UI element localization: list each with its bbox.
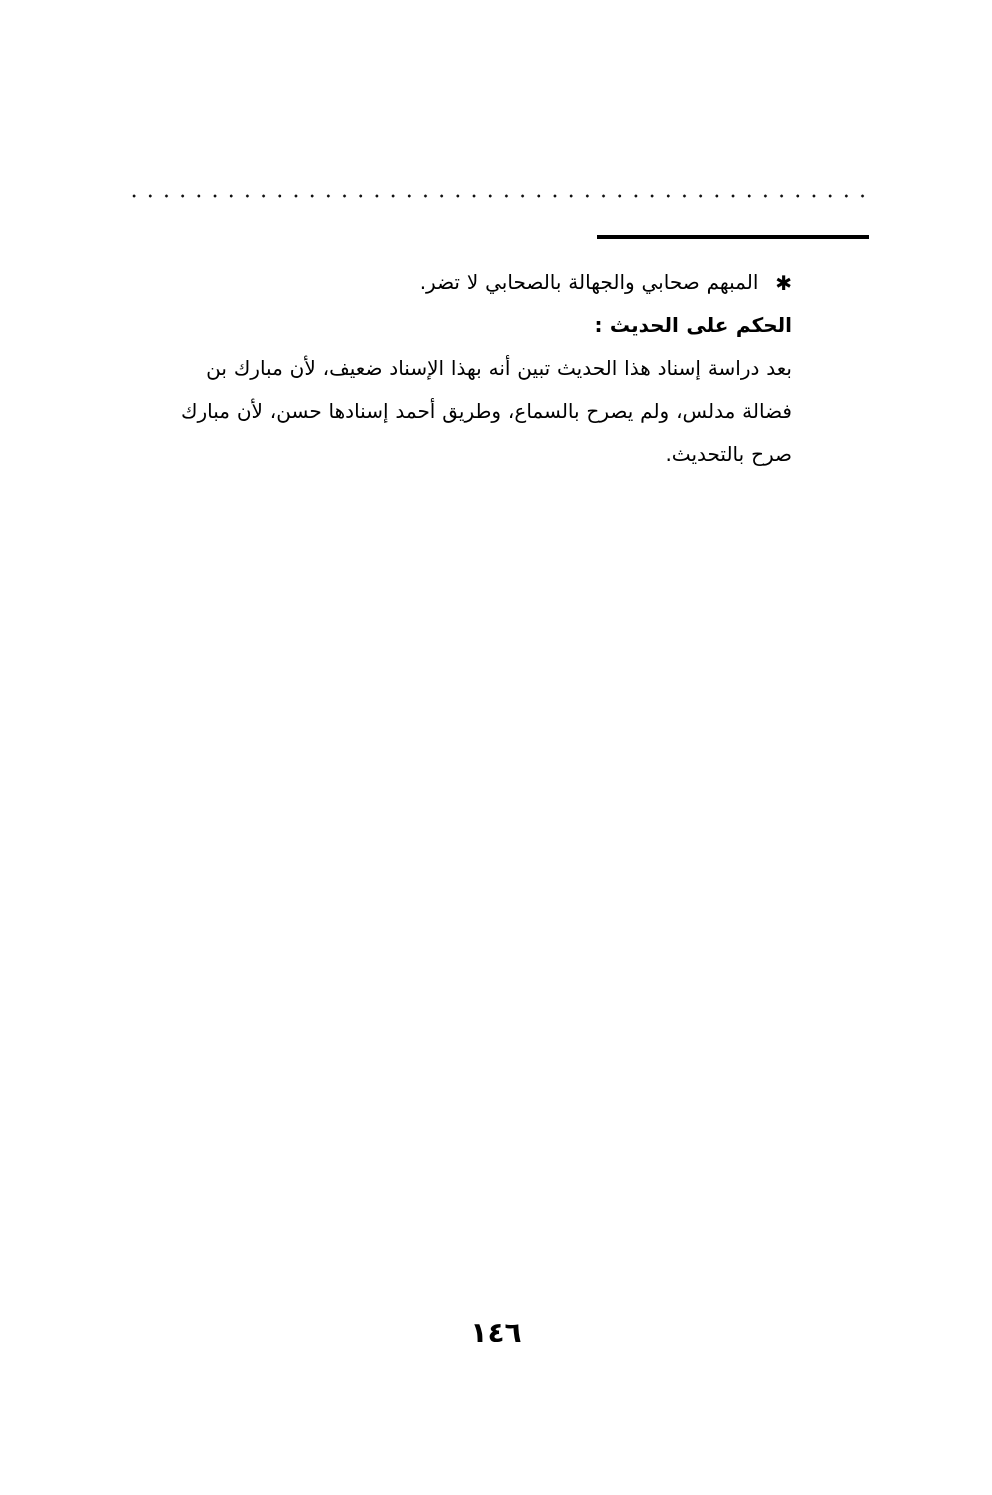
section-heading: الحكم على الحديث :: [594, 313, 792, 337]
dotted-separator: [126, 193, 866, 199]
judgment-paragraph: [118, 347, 792, 476]
bullet-note: [118, 261, 792, 304]
paragraph-line: صرح بالتحديث.: [665, 442, 792, 466]
asterisk-icon: ✱: [775, 271, 792, 295]
bullet-note-text: المبهم صحابي والجهالة بالصحابي لا تضر.: [419, 270, 759, 294]
footnote-rule: [597, 235, 869, 239]
footnote-text-block: [118, 261, 792, 476]
paragraph-line: فضالة مدلس، ولم يصرح بالسماع، وطريق أحمد إسنادها حسن، لأن مبارك: [181, 399, 792, 423]
paragraph-line: بعد دراسة إسناد هذا الحديث تبين أنه بهذا الإسناد ضعيف، لأن مبارك بن: [206, 356, 792, 380]
page-number: ١٤٦: [470, 1316, 522, 1349]
